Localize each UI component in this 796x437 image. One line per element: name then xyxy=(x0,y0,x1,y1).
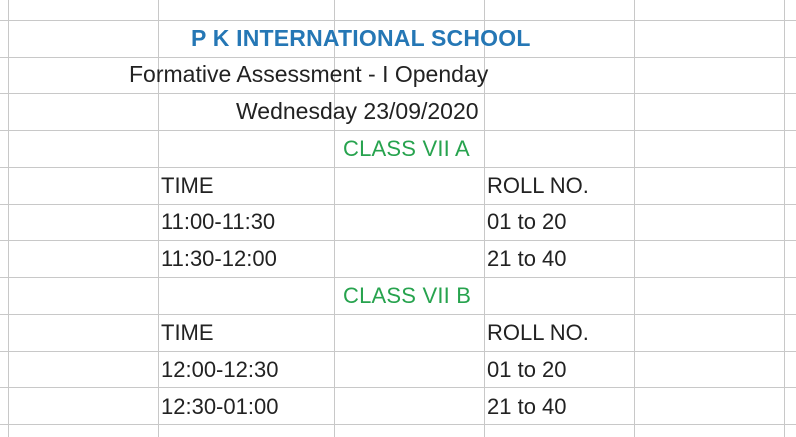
row-divider xyxy=(0,130,796,131)
roll-cell[interactable]: 01 to 20 xyxy=(487,209,567,234)
school-name-cell[interactable]: P K INTERNATIONAL SCHOOL xyxy=(191,25,531,51)
row-divider xyxy=(0,20,796,21)
row-divider xyxy=(0,167,796,168)
time-header-cell[interactable]: TIME xyxy=(161,320,214,345)
time-cell[interactable]: 12:30-01:00 xyxy=(161,394,279,419)
roll-header-cell[interactable]: ROLL NO. xyxy=(487,173,589,198)
time-cell[interactable]: 11:30-12:00 xyxy=(161,246,277,271)
roll-header-cell[interactable]: ROLL NO. xyxy=(487,320,589,345)
row-divider xyxy=(0,57,796,58)
row-divider xyxy=(0,240,796,241)
roll-cell[interactable]: 21 to 40 xyxy=(487,394,567,419)
roll-cell[interactable]: 21 to 40 xyxy=(487,246,567,271)
row-divider xyxy=(0,387,796,388)
date-cell[interactable]: Wednesday 23/09/2020 xyxy=(236,98,479,124)
assessment-title-cell[interactable]: Formative Assessment - I Openday xyxy=(129,61,489,87)
column-divider xyxy=(8,0,9,437)
row-divider xyxy=(0,204,796,205)
roll-cell[interactable]: 01 to 20 xyxy=(487,357,567,382)
column-divider xyxy=(784,0,785,437)
time-cell[interactable]: 11:00-11:30 xyxy=(161,209,276,234)
row-divider xyxy=(0,93,796,94)
time-header-cell[interactable]: TIME xyxy=(161,173,214,198)
row-divider xyxy=(0,424,796,425)
row-divider xyxy=(0,314,796,315)
row-divider xyxy=(0,351,796,352)
class-heading-vii-b[interactable]: CLASS VII B xyxy=(343,283,472,308)
column-divider xyxy=(634,0,635,437)
time-cell[interactable]: 12:00-12:30 xyxy=(161,357,279,382)
class-heading-vii-a[interactable]: CLASS VII A xyxy=(343,136,470,161)
row-divider xyxy=(0,277,796,278)
